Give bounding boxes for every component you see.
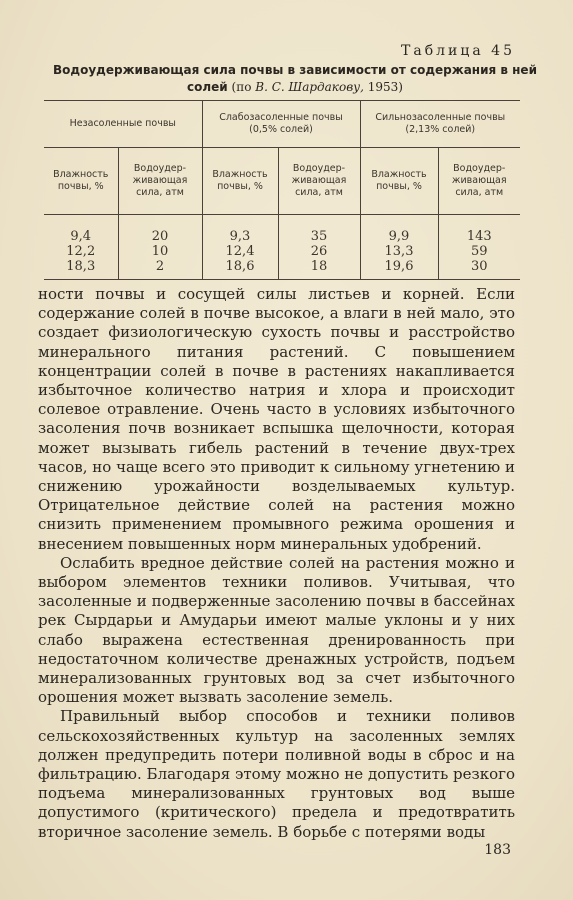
caption-source-year: 1953) <box>363 80 403 94</box>
table-row <box>44 259 520 280</box>
subheader-retention-force: Водоудер-живающая сила, атм <box>118 148 202 215</box>
table-cell: 19,6 <box>360 259 438 280</box>
table-cell: 9,4 <box>70 229 92 244</box>
body-text <box>38 285 515 842</box>
paragraph: Правильный выбор способов и техники поливов сельскохозяйственных культур на засоленных землях должен предупредить потери поливной воды в сброс и на фильтрацию. Благодаря этому можно не допустить резкого подъема минерализованных грунтовых вод выше допустимого (критического) предела и предотвратить вторичное засоление земель. В борьбе с потерями воды <box>38 707 515 841</box>
subheader-moisture: Влажность почвы, % <box>44 148 118 215</box>
caption-source-author: В. С. Шардакову, <box>255 80 364 94</box>
table-number-label: Таблица 45 <box>401 43 515 59</box>
table-caption <box>40 62 550 96</box>
subheader-moisture: Влажность почвы, % <box>360 148 438 215</box>
table-cell: 35 <box>278 215 360 245</box>
table-cell: 12,4 <box>202 244 278 259</box>
table-cell: 20 <box>118 215 202 245</box>
subheader-moisture: Влажность почвы, % <box>202 148 278 215</box>
subheader-retention-force: Водоудер-живающая сила, атм <box>278 148 360 215</box>
table-cell: 9,9 <box>360 215 438 245</box>
table-cell: 143 <box>438 215 520 245</box>
table-cell: 26 <box>278 244 360 259</box>
table-cell: 10 <box>118 244 202 259</box>
table-cell: 18 <box>278 259 360 280</box>
paragraph: Ослабить вредное действие солей на растения можно и выбором элементов техники поливов. Учитывая, что засоленные и подверженные засолению почвы в бассейнах рек Сырдарьи и Амударьи имеют малые уклоны и у них слабо выражена естественная дренированность при недостаточном количестве дренажных устройств, подъем минерализованных грунтовых вод за счет избыточного орошения может вызвать засоление земель. <box>38 553 515 707</box>
caption-source-prefix: (по <box>227 80 256 94</box>
data-table <box>44 100 520 280</box>
table-cell: 30 <box>438 259 520 280</box>
table-row <box>44 215 520 245</box>
group-header-strongly-saline: Сильнозасоленные почвы (2,13% солей) <box>360 101 520 148</box>
group-header-slightly-saline: Слабозасоленные почвы (0,5% солей) <box>202 101 360 148</box>
table-cell: 12,2 <box>66 244 96 259</box>
table-cell: 2 <box>118 259 202 280</box>
table-cell: 9,3 <box>202 215 278 245</box>
page-number: 183 <box>484 842 511 858</box>
table-cell: 18,3 <box>66 259 96 274</box>
table-cell: 18,6 <box>202 259 278 280</box>
group-header-nonsaline: Незасоленные почвы <box>44 101 202 148</box>
paragraph: ности почвы и сосущей силы листьев и корней. Если содержание солей в почве высокое, а влаги в ней мало, это создает физиологическую сухость почвы и расстройство минерального питания растений. С повышением концентрации солей в почве в растениях накапливается избыточное количество натрия и хлора и происходит солевое отравление. Очень часто в условиях избыточного засоления почв возникает вспышка щелочности, которая может вызывать гибель растений в течение двух-трех часов, но чаще всего это приводит к сильному угнетению и снижению урожайности возделываемых культур. Отрицательное действие солей на растения можно снизить применением промывного режима орошения и внесением повышенных норм минеральных удобрений. <box>38 285 515 553</box>
table-cell: 13,3 <box>360 244 438 259</box>
table-cell: 59 <box>438 244 520 259</box>
caption-title: Водоудерживающая сила почвы в зависимости от содержания в ней солей <box>53 63 537 94</box>
table-row <box>44 244 520 259</box>
subheader-retention-force: Водоудер-живающая сила, атм <box>438 148 520 215</box>
